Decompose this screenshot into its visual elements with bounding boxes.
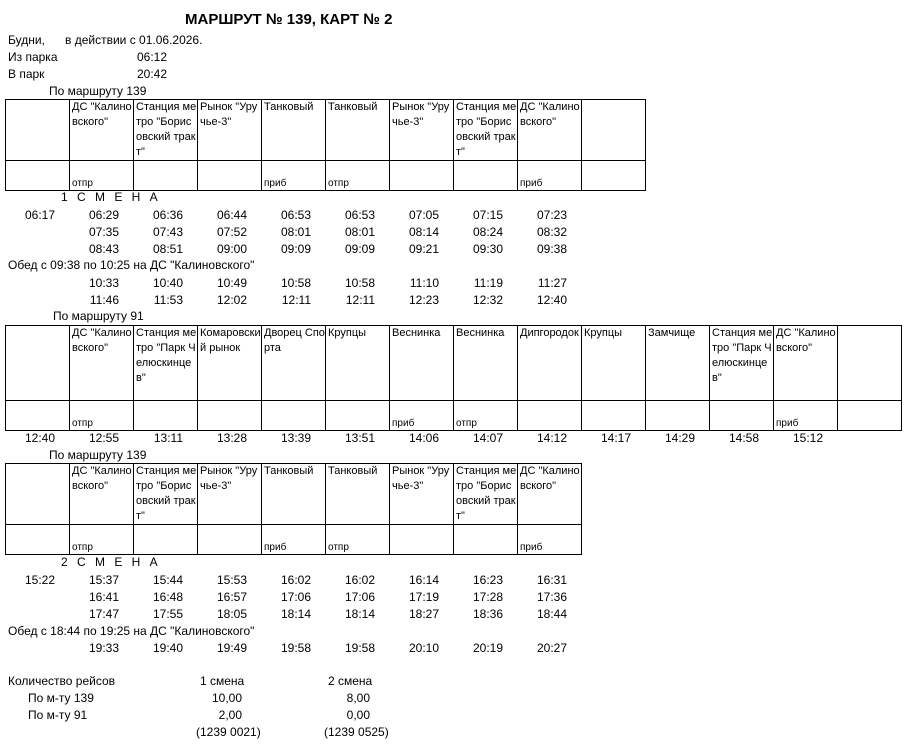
- stop-cell: Рынок "Уручье-3": [390, 464, 454, 525]
- route-139-shift-1: 10,00: [211, 691, 242, 705]
- stop-cell: Танковый: [262, 100, 326, 161]
- time-cell: 09:38: [536, 242, 567, 256]
- time-row: [0, 589, 567, 606]
- time-cell: 17:06: [344, 590, 375, 604]
- time-cell: 13:28: [216, 431, 247, 445]
- time-cell: 15:53: [216, 573, 247, 587]
- time-row: [0, 430, 823, 447]
- stop-cell: Станция метро "Борисовский тракт": [134, 100, 198, 161]
- time-cell: 14:17: [600, 431, 631, 445]
- mark-cell: [326, 401, 390, 431]
- time-cell: 19:33: [88, 641, 119, 655]
- time-row: [0, 241, 567, 258]
- stop-cell: Дипгородок: [518, 326, 582, 401]
- lunch-break-2: Обед с 18:44 по 19:25 на ДС "Калиновского": [8, 624, 255, 638]
- time-cell: 16:02: [280, 573, 311, 587]
- time-cell: 06:29: [88, 208, 119, 222]
- mark-cell: [198, 401, 262, 431]
- stops-header-table: [5, 325, 902, 431]
- time-cell: 16:31: [536, 573, 567, 587]
- time-cell: 12:55: [88, 431, 119, 445]
- stop-cell: ДС "Калиновского": [70, 326, 134, 401]
- time-cell: 13:51: [344, 431, 375, 445]
- stop-cell: [6, 464, 70, 525]
- time-cell: 06:53: [280, 208, 311, 222]
- mark-cell: [390, 525, 454, 555]
- stop-names-row: [6, 326, 902, 401]
- out-of-park-time: 06:12: [137, 50, 168, 64]
- time-cell: 17:06: [280, 590, 311, 604]
- time-cell: 07:05: [408, 208, 439, 222]
- mark-cell: [262, 401, 326, 431]
- stop-cell: ДС "Калиновского": [518, 464, 582, 525]
- time-row: [0, 292, 567, 309]
- time-cell: 10:49: [216, 276, 247, 290]
- stop-cell: Дворец Спорта: [262, 326, 326, 401]
- time-cell: 20:19: [472, 641, 503, 655]
- mark-cell: [134, 161, 198, 191]
- mark-cell: [198, 161, 262, 191]
- time-cell: 12:40: [536, 293, 567, 307]
- time-cell: 11:53: [153, 293, 183, 307]
- stop-marks-row: [6, 401, 902, 431]
- mark-cell: [6, 161, 70, 191]
- route-139-shift-2: 8,00: [346, 691, 370, 705]
- mark-cell: отпр: [70, 161, 134, 191]
- mark-cell: [582, 401, 646, 431]
- stop-cell: Танковый: [326, 464, 390, 525]
- time-cell: 10:58: [344, 276, 375, 290]
- time-cell: 12:11: [281, 293, 311, 307]
- mark-cell: [6, 525, 70, 555]
- mark-cell: [454, 161, 518, 191]
- time-cell: 20:10: [408, 641, 439, 655]
- time-cell: 16:02: [344, 573, 375, 587]
- time-cell: 17:28: [472, 590, 503, 604]
- mark-cell: отпр: [70, 401, 134, 431]
- stops-header-table: [5, 99, 646, 191]
- time-cell: 07:15: [472, 208, 503, 222]
- time-cell: 12:40: [24, 431, 55, 445]
- stop-cell: Станция метро "Борисовский тракт": [454, 100, 518, 161]
- mark-cell: [390, 161, 454, 191]
- time-cell: [0, 292, 55, 309]
- time-cell: 09:30: [472, 242, 503, 256]
- time-cell: 19:58: [344, 641, 375, 655]
- shift-2-code: (1239 0525): [324, 725, 389, 739]
- time-cell: 19:40: [152, 641, 183, 655]
- mark-cell: [134, 525, 198, 555]
- time-cell: 08:14: [408, 225, 439, 239]
- time-cell: [0, 606, 55, 623]
- time-cell: 11:27: [537, 276, 567, 290]
- mark-cell: [6, 401, 70, 431]
- time-cell: 09:21: [408, 242, 439, 256]
- time-row: [0, 275, 567, 292]
- shift-2-header: 2 смена: [328, 674, 373, 688]
- time-cell: 18:14: [344, 607, 375, 621]
- mark-cell: приб: [262, 161, 326, 191]
- time-cell: 12:23: [408, 293, 439, 307]
- mark-cell: [710, 401, 774, 431]
- stop-cell: [6, 100, 70, 161]
- section-route-label: По маршруту 139: [49, 448, 147, 462]
- mark-cell: отпр: [454, 401, 518, 431]
- time-cell: 11:46: [89, 293, 119, 307]
- stop-cell: Рынок "Уручье-3": [198, 464, 262, 525]
- stop-cell: [6, 326, 70, 401]
- days-label: Будни,: [8, 33, 45, 47]
- page-title: МАРШРУТ № 139, КАРТ № 2: [185, 11, 393, 28]
- route-91-shift-2: 0,00: [346, 708, 370, 722]
- route-91-label: По м-ту 91: [28, 708, 88, 722]
- stop-cell: [582, 100, 646, 161]
- stop-cell: ДС "Калиновского": [70, 100, 134, 161]
- stop-cell: [838, 326, 902, 401]
- time-cell: 16:57: [216, 590, 247, 604]
- time-cell: 16:48: [152, 590, 183, 604]
- time-cell: 07:35: [88, 225, 119, 239]
- time-row: [0, 606, 567, 623]
- time-cell: 14:06: [408, 431, 439, 445]
- time-cell: 09:00: [216, 242, 247, 256]
- time-cell: 15:12: [792, 431, 823, 445]
- time-cell: [0, 589, 55, 606]
- time-cell: 18:36: [472, 607, 503, 621]
- mark-cell: [518, 401, 582, 431]
- time-cell: 06:53: [344, 208, 375, 222]
- time-cell: [0, 241, 55, 258]
- stop-cell: Станция метро "Парк Челюскинцев": [710, 326, 774, 401]
- shift-1-code: (1239 0021): [196, 725, 261, 739]
- time-cell: 08:01: [344, 225, 375, 239]
- time-cell: 11:10: [409, 276, 439, 290]
- time-cell: 09:09: [344, 242, 375, 256]
- stop-cell: Танковый: [326, 100, 390, 161]
- mark-cell: приб: [774, 401, 838, 431]
- stop-cell: Крупцы: [326, 326, 390, 401]
- time-cell: 19:58: [280, 641, 311, 655]
- route-139-label: По м-ту 139: [28, 691, 94, 705]
- section-route-label: По маршруту 91: [53, 309, 144, 323]
- time-cell: 09:09: [280, 242, 311, 256]
- time-cell: 06:17: [24, 208, 55, 222]
- time-cell: 14:29: [664, 431, 695, 445]
- time-cell: 13:11: [153, 431, 183, 445]
- stop-cell: Станция метро "Борисовский тракт": [134, 464, 198, 525]
- mark-cell: приб: [518, 161, 582, 191]
- to-park-time: 20:42: [137, 67, 168, 81]
- mark-cell: [134, 401, 198, 431]
- stop-cell: Замчище: [646, 326, 710, 401]
- time-cell: 18:44: [536, 607, 567, 621]
- stop-cell: Станция метро "Парк Челюскинцев": [134, 326, 198, 401]
- stop-cell: ДС "Калиновского": [518, 100, 582, 161]
- time-cell: 17:47: [88, 607, 119, 621]
- shift-2-label: 2 С М Е Н А: [61, 555, 161, 569]
- time-cell: 10:33: [88, 276, 119, 290]
- time-row: [0, 640, 567, 657]
- time-cell: [0, 224, 55, 241]
- time-cell: 10:58: [280, 276, 311, 290]
- stop-names-row: [6, 100, 646, 161]
- time-cell: [0, 275, 55, 292]
- time-cell: 15:22: [24, 573, 55, 587]
- trips-count-label: Количество рейсов: [8, 674, 116, 688]
- time-cell: 18:27: [408, 607, 439, 621]
- out-of-park-label: Из парка: [8, 50, 58, 64]
- mark-cell: приб: [518, 525, 582, 555]
- stop-cell: Комаровский рынок: [198, 326, 262, 401]
- stop-cell: Станция метро "Борисовский тракт": [454, 464, 518, 525]
- time-cell: 12:02: [216, 293, 247, 307]
- route-91-shift-1: 2,00: [218, 708, 242, 722]
- time-cell: 07:23: [536, 208, 567, 222]
- to-park-label: В парк: [8, 67, 45, 81]
- mark-cell: [198, 525, 262, 555]
- stop-cell: Рынок "Уручье-3": [198, 100, 262, 161]
- stop-marks-row: [6, 161, 646, 191]
- mark-cell: отпр: [70, 525, 134, 555]
- stop-marks-row: [6, 525, 582, 555]
- time-cell: 11:19: [473, 276, 503, 290]
- time-cell: 12:32: [472, 293, 503, 307]
- stop-cell: Танковый: [262, 464, 326, 525]
- time-cell: 06:44: [216, 208, 247, 222]
- time-cell: 15:37: [88, 573, 119, 587]
- section-route-label: По маршруту 139: [49, 84, 147, 98]
- mark-cell: [582, 161, 646, 191]
- valid-from: в действии с 01.06.2026.: [65, 33, 203, 47]
- time-cell: 07:43: [152, 225, 183, 239]
- time-cell: 19:49: [216, 641, 247, 655]
- time-cell: 14:12: [536, 431, 567, 445]
- time-cell: 08:24: [472, 225, 503, 239]
- mark-cell: [454, 525, 518, 555]
- time-row: [0, 207, 567, 224]
- stop-cell: Рынок "Уручье-3": [390, 100, 454, 161]
- time-cell: 18:05: [216, 607, 247, 621]
- mark-cell: отпр: [326, 161, 390, 191]
- stop-cell: ДС "Калиновского": [774, 326, 838, 401]
- shift-1-label: 1 С М Е Н А: [61, 190, 161, 204]
- stop-cell: ДС "Калиновского": [70, 464, 134, 525]
- time-row: [0, 224, 567, 241]
- time-cell: 17:19: [408, 590, 439, 604]
- time-cell: 14:58: [728, 431, 759, 445]
- mark-cell: [646, 401, 710, 431]
- stop-names-row: [6, 464, 582, 525]
- mark-cell: [838, 401, 902, 431]
- mark-cell: отпр: [326, 525, 390, 555]
- time-cell: 18:14: [280, 607, 311, 621]
- time-cell: [0, 640, 55, 657]
- time-cell: 13:39: [280, 431, 311, 445]
- time-cell: 17:55: [152, 607, 183, 621]
- mark-cell: приб: [262, 525, 326, 555]
- time-cell: 08:51: [152, 242, 183, 256]
- stop-cell: Веснинка: [390, 326, 454, 401]
- time-cell: 16:23: [472, 573, 503, 587]
- lunch-break-1: Обед с 09:38 по 10:25 на ДС "Калиновского": [8, 258, 255, 272]
- time-cell: 12:11: [345, 293, 375, 307]
- time-cell: 10:40: [152, 276, 183, 290]
- time-cell: 16:41: [88, 590, 119, 604]
- time-cell: 06:36: [152, 208, 183, 222]
- time-cell: 08:01: [280, 225, 311, 239]
- stop-cell: Крупцы: [582, 326, 646, 401]
- stop-cell: Веснинка: [454, 326, 518, 401]
- stops-header-table: [5, 463, 582, 555]
- time-row: [0, 572, 567, 589]
- time-cell: 17:36: [536, 590, 567, 604]
- time-cell: 20:27: [536, 641, 567, 655]
- time-cell: 07:52: [216, 225, 247, 239]
- time-cell: 08:32: [536, 225, 567, 239]
- shift-1-header: 1 смена: [200, 674, 245, 688]
- time-cell: 08:43: [88, 242, 119, 256]
- time-cell: 16:14: [408, 573, 439, 587]
- time-cell: 14:07: [472, 431, 503, 445]
- mark-cell: приб: [390, 401, 454, 431]
- time-cell: 15:44: [152, 573, 183, 587]
